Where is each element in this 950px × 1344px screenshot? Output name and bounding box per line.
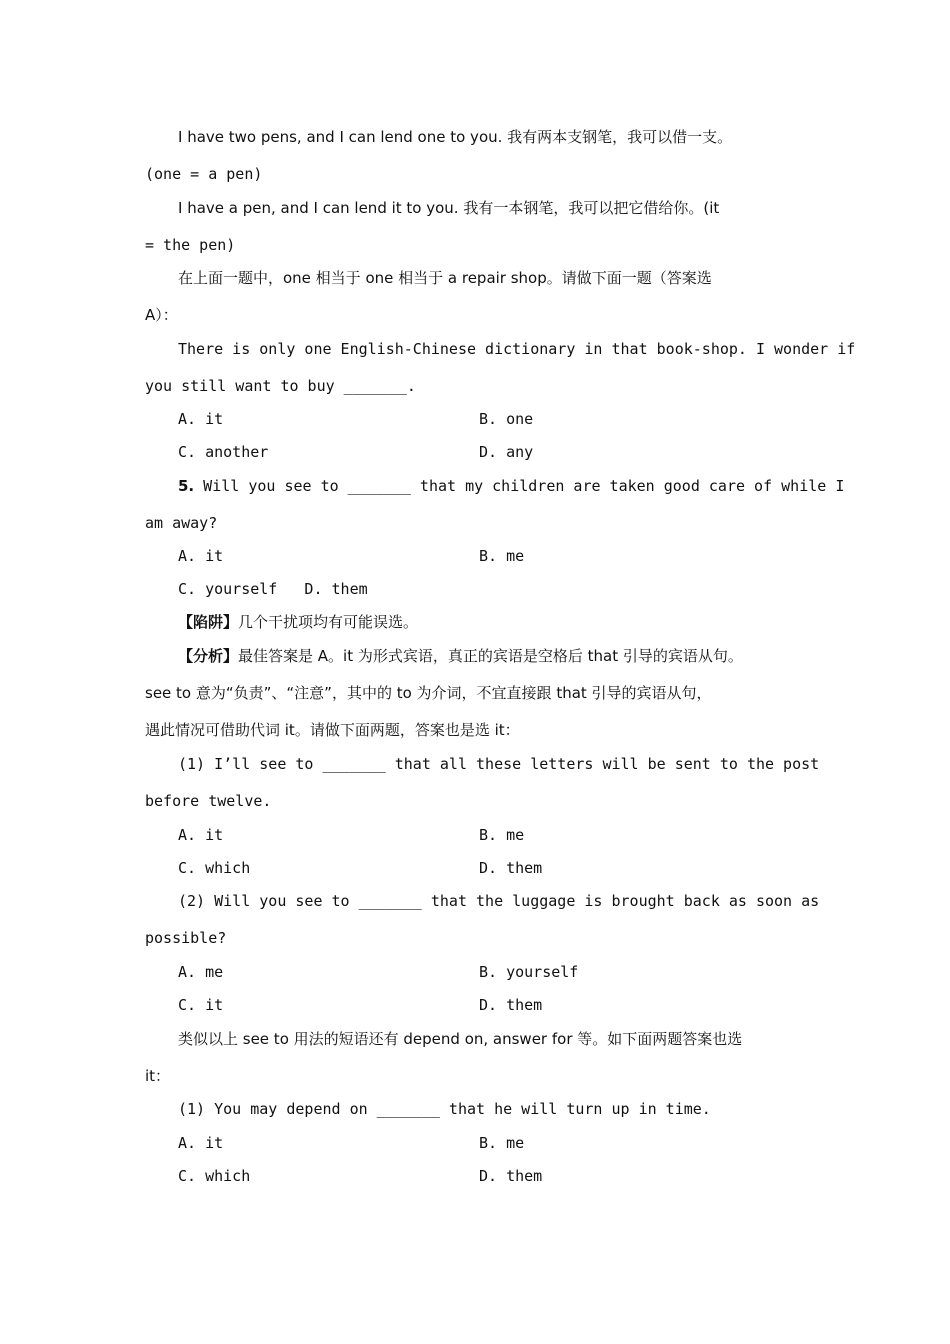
option-c: C. it [178,996,224,1014]
option-c: C. which [178,1167,251,1185]
paragraph-line: I have a pen, and I can lend it to you. 我有一本钢笔，我可以把它借给你。(it [178,199,720,217]
question-line: you still want to buy _______. [145,377,416,395]
option-a: A. it [178,547,224,565]
paragraph-line: (one = a pen) [145,165,263,183]
option-a: A. it [178,1134,224,1152]
option-d: D. any [479,443,534,461]
option-b: B. yourself [479,963,579,981]
question-line: before twelve. [145,792,272,810]
question-line: (1) I’ll see to _______ that all these letters will be sent to the post [178,755,820,773]
question-line: (1) You may depend on _______ that he will turn up in time. [178,1100,711,1118]
option-a: A. it [178,410,224,428]
analysis-line: 遇此情况可借助代词 it。请做下面两题，答案也是选 it： [145,721,520,739]
option-b: B. me [479,547,525,565]
paragraph-line: 类似以上 see to 用法的短语还有 depend on, answer for 等。如下面两题答案也选 [178,1030,743,1048]
option-b: B. one [479,410,534,428]
option-c: C. which [178,859,251,877]
question-line: am away? [145,514,218,532]
question-5-line [178,475,844,497]
option-a: A. it [178,826,224,844]
question-text: Will you see to _______ that my children are taken good care of while I [203,477,845,495]
option-b: B. me [479,1134,525,1152]
option-c: C. another [178,443,269,461]
paragraph-line: it： [145,1067,171,1085]
question-line: There is only one English-Chinese dictionary in that book-shop. I wonder if [178,340,856,358]
analysis-line: see to 意为“负责”、“注意”，其中的 to 为介词，不宜直接跟 that 引导的宾语从句， [145,684,712,702]
trap-line [178,611,418,633]
analysis-text: 最佳答案是 A。it 为形式宾语，真正的宾语是空格后 that 引导的宾语从句。 [238,647,743,665]
option-b: B. me [479,826,525,844]
option-c-d: C. yourself D. them [178,580,368,598]
paragraph-line: = the pen) [145,236,236,254]
question-number: 5. [178,477,195,495]
question-line: possible? [145,929,227,947]
paragraph-line: A）： [145,306,178,324]
trap-label: 【陷阱】 [178,613,239,631]
option-d: D. them [479,996,543,1014]
option-d: D. them [479,1167,543,1185]
trap-text: 几个干扰项均有可能误选。 [238,613,419,631]
paragraph-line: 在上面一题中，one 相当于 one 相当于 a repair shop。请做下面一题（答案选 [178,269,712,287]
analysis-line [178,645,743,667]
analysis-label: 【分析】 [178,647,239,665]
option-d: D. them [479,859,543,877]
option-a: A. me [178,963,224,981]
paragraph-line: I have two pens, and I can lend one to you. 我有两本支钢笔，我可以借一支。 [178,128,733,146]
question-line: (2) Will you see to _______ that the luggage is brought back as soon as [178,892,820,910]
